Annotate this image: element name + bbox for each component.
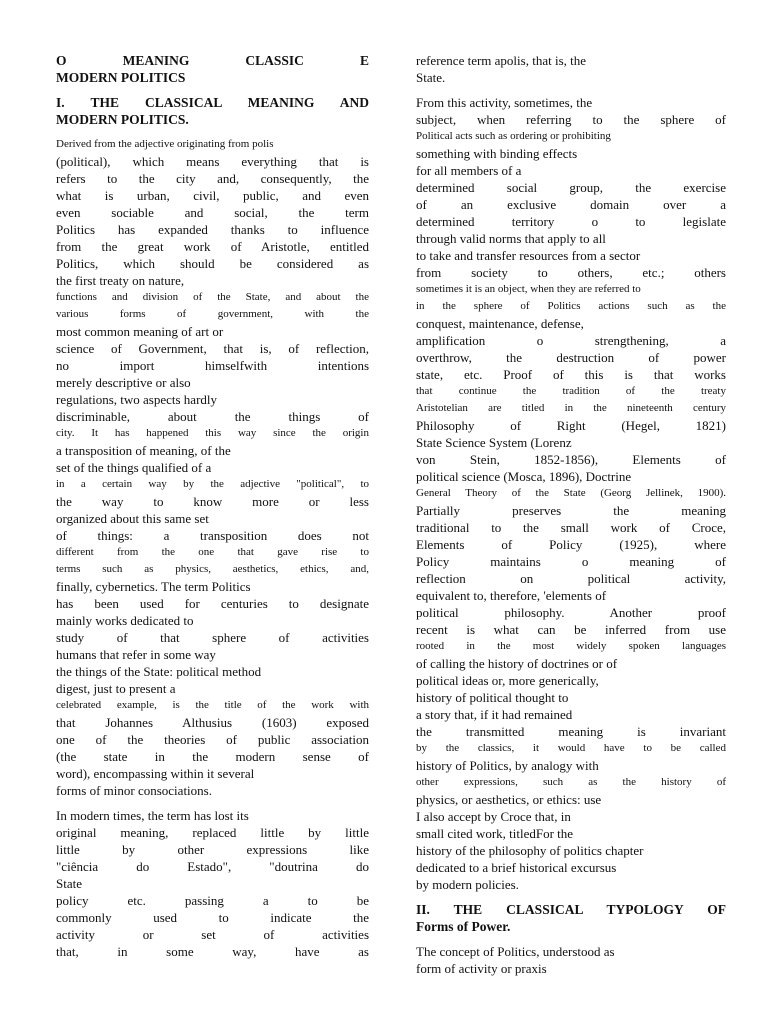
- text-line: from society to others, etc.; others: [416, 265, 726, 280]
- text-line: In modern times, the term has lost its: [56, 808, 249, 823]
- text-line: to take and transfer resources from a sector: [416, 248, 641, 263]
- text-line: Philosophy of Right (Hegel, 1821): [416, 418, 726, 433]
- text-line: study of that sphere of activities: [56, 630, 369, 645]
- text-line: State: [56, 876, 82, 891]
- text-line: little by other expressions like: [56, 842, 369, 857]
- text-line: Policy maintains o meaning of: [416, 554, 726, 569]
- text-line: rooted in the most widely spoken languages: [416, 640, 726, 652]
- text-line: refers to the city and, consequently, the: [56, 171, 369, 186]
- text-line: (the state in the modern sense of: [56, 749, 369, 764]
- text-line: traditional to the small work of Croce,: [416, 520, 726, 535]
- text-line: merely descriptive or also: [56, 375, 191, 390]
- text-line: history of Politics, by analogy with: [416, 758, 599, 773]
- text-line: functions and division of the State, and about the: [56, 291, 369, 303]
- text-line: subject, when referring to the sphere of: [416, 112, 726, 127]
- text-line: from the great work of Aristotle, entitled: [56, 239, 369, 254]
- text-line: From this activity, sometimes, the: [416, 95, 593, 110]
- text-line: conquest, maintenance, defense,: [416, 316, 584, 331]
- text-line: that continue the tradition of the treaty: [416, 385, 726, 397]
- text-line: State.: [416, 70, 446, 85]
- text-line: discriminable, about the things of: [56, 409, 369, 424]
- text-line: organized about this same set: [56, 511, 209, 526]
- paragraph-gap: [56, 128, 369, 136]
- text-line: amplification o strengthening, a: [416, 333, 726, 348]
- text-line: that Johannes Althusius (1603) exposed: [56, 715, 369, 730]
- text-line: dedicated to a brief historical excursus: [416, 860, 617, 875]
- text-line: most common meaning of art or: [56, 324, 224, 339]
- section-heading-line: II. THE CLASSICAL TYPOLOGY OF: [416, 902, 726, 917]
- paragraph-gap: [56, 86, 369, 94]
- text-line: city. It has happened this way since the origin: [56, 427, 369, 439]
- text-line: mainly works dedicated to: [56, 613, 194, 628]
- text-line: equivalent to, therefore, 'elements of: [416, 588, 607, 603]
- text-line: form of activity or praxis: [416, 961, 547, 976]
- section-heading-line: O MEANING CLASSIC E: [56, 53, 369, 68]
- paragraph-gap: [56, 799, 369, 807]
- text-line: von Stein, 1852-1856), Elements of: [416, 452, 726, 467]
- text-line: the way to know more or less: [56, 494, 369, 509]
- section-heading-line: MODERN POLITICS: [56, 70, 186, 85]
- text-line: humans that refer in some way: [56, 647, 216, 662]
- text-line: Derived from the adjective originating from polis: [56, 138, 274, 150]
- text-line: activity or set of activities: [56, 927, 369, 942]
- text-line: policy etc. passing a to be: [56, 893, 369, 908]
- text-line: determined territory o to legislate: [416, 214, 726, 229]
- text-line: commonly used to indicate the: [56, 910, 369, 925]
- text-line: determined social group, the exercise: [416, 180, 726, 195]
- text-line: original meaning, replaced little by little: [56, 825, 369, 840]
- text-line: by modern policies.: [416, 877, 519, 892]
- paragraph-gap: [416, 893, 726, 901]
- text-line: of an exclusive domain over a: [416, 197, 726, 212]
- text-line: the first treaty on nature,: [56, 273, 185, 288]
- text-line: overthrow, the destruction of power: [416, 350, 726, 365]
- text-line: of things: a transposition does not: [56, 528, 369, 543]
- text-line: the things of the State: political method: [56, 664, 262, 679]
- text-line: Politics has expanded thanks to influence: [56, 222, 369, 237]
- text-line: one of the theories of public association: [56, 732, 369, 747]
- text-line: the transmitted meaning is invariant: [416, 724, 726, 739]
- text-line: digest, just to present a: [56, 681, 176, 696]
- text-line: The concept of Politics, understood as: [416, 944, 615, 959]
- text-line: a story that, if it had remained: [416, 707, 573, 722]
- text-line: forms of minor consociations.: [56, 783, 212, 798]
- section-heading-line: Forms of Power.: [416, 919, 511, 934]
- text-line: reference term apolis, that is, the: [416, 53, 587, 68]
- text-line: regulations, two aspects hardly: [56, 392, 218, 407]
- text-line: reflection on political activity,: [416, 571, 726, 586]
- text-line: history of the philosophy of politics chapter: [416, 843, 644, 858]
- paragraph-gap: [416, 935, 726, 943]
- text-line: different from the one that gave rise to: [56, 546, 369, 558]
- text-line: General Theory of the State (Georg Jellinek, 1900).: [416, 487, 726, 499]
- text-line: what is urban, civil, public, and even: [56, 188, 369, 203]
- text-line: terms such as physics, aesthetics, ethics, and,: [56, 563, 369, 575]
- text-line: "ciência do Estado", "doutrina do: [56, 859, 369, 874]
- section-heading-line: I. THE CLASSICAL MEANING AND: [56, 95, 369, 110]
- right-column: [416, 52, 726, 977]
- text-line: (political), which means everything that is: [56, 154, 369, 169]
- text-line: Political acts such as ordering or prohibiting: [416, 130, 611, 142]
- text-line: Aristotelian are titled in the nineteenth century: [416, 402, 726, 414]
- text-line: for all members of a: [416, 163, 522, 178]
- text-line: science of Government, that is, of reflection,: [56, 341, 369, 356]
- text-line: in the sphere of Politics actions such as the: [416, 300, 726, 312]
- text-line: in a certain way by the adjective "political", to: [56, 478, 369, 490]
- text-line: set of the things qualified of a: [56, 460, 212, 475]
- text-line: sometimes it is an object, when they are referred to: [416, 283, 641, 295]
- text-line: that, in some way, have as: [56, 944, 369, 959]
- text-line: State Science System (Lorenz: [416, 435, 572, 450]
- text-line: political philosophy. Another proof: [416, 605, 726, 620]
- left-column: [56, 52, 369, 960]
- text-line: celebrated example, is the title of the work with: [56, 699, 369, 711]
- text-line: state, etc. Proof of this is that works: [416, 367, 726, 382]
- text-line: I also accept by Croce that, in: [416, 809, 571, 824]
- text-line: something with binding effects: [416, 146, 578, 161]
- text-line: of calling the history of doctrines or of: [416, 656, 618, 671]
- text-line: political ideas or, more generically,: [416, 673, 599, 688]
- paragraph-gap: [416, 86, 726, 94]
- text-line: a transposition of meaning, of the: [56, 443, 231, 458]
- text-line: recent is what can be inferred from use: [416, 622, 726, 637]
- text-line: history of political thought to: [416, 690, 569, 705]
- text-line: political science (Mosca, 1896), Doctrine: [416, 469, 632, 484]
- text-line: through valid norms that apply to all: [416, 231, 606, 246]
- text-line: Politics, which should be considered as: [56, 256, 369, 271]
- text-line: word), encompassing within it several: [56, 766, 255, 781]
- text-line: various forms of government, with the: [56, 308, 369, 320]
- text-line: Partially preserves the meaning: [416, 503, 726, 518]
- text-line: finally, cybernetics. The term Politics: [56, 579, 251, 594]
- text-line: has been used for centuries to designate: [56, 596, 369, 611]
- text-line: even sociable and social, the term: [56, 205, 369, 220]
- text-line: by the classics, it would have to be called: [416, 742, 726, 754]
- section-heading-line: MODERN POLITICS.: [56, 112, 189, 127]
- text-line: physics, or aesthetics, or ethics: use: [416, 792, 602, 807]
- text-line: no import himselfwith intentions: [56, 358, 369, 373]
- text-line: small cited work, titledFor the: [416, 826, 574, 841]
- text-line: other expressions, such as the history of: [416, 776, 726, 788]
- text-line: Elements of Policy (1925), where: [416, 537, 726, 552]
